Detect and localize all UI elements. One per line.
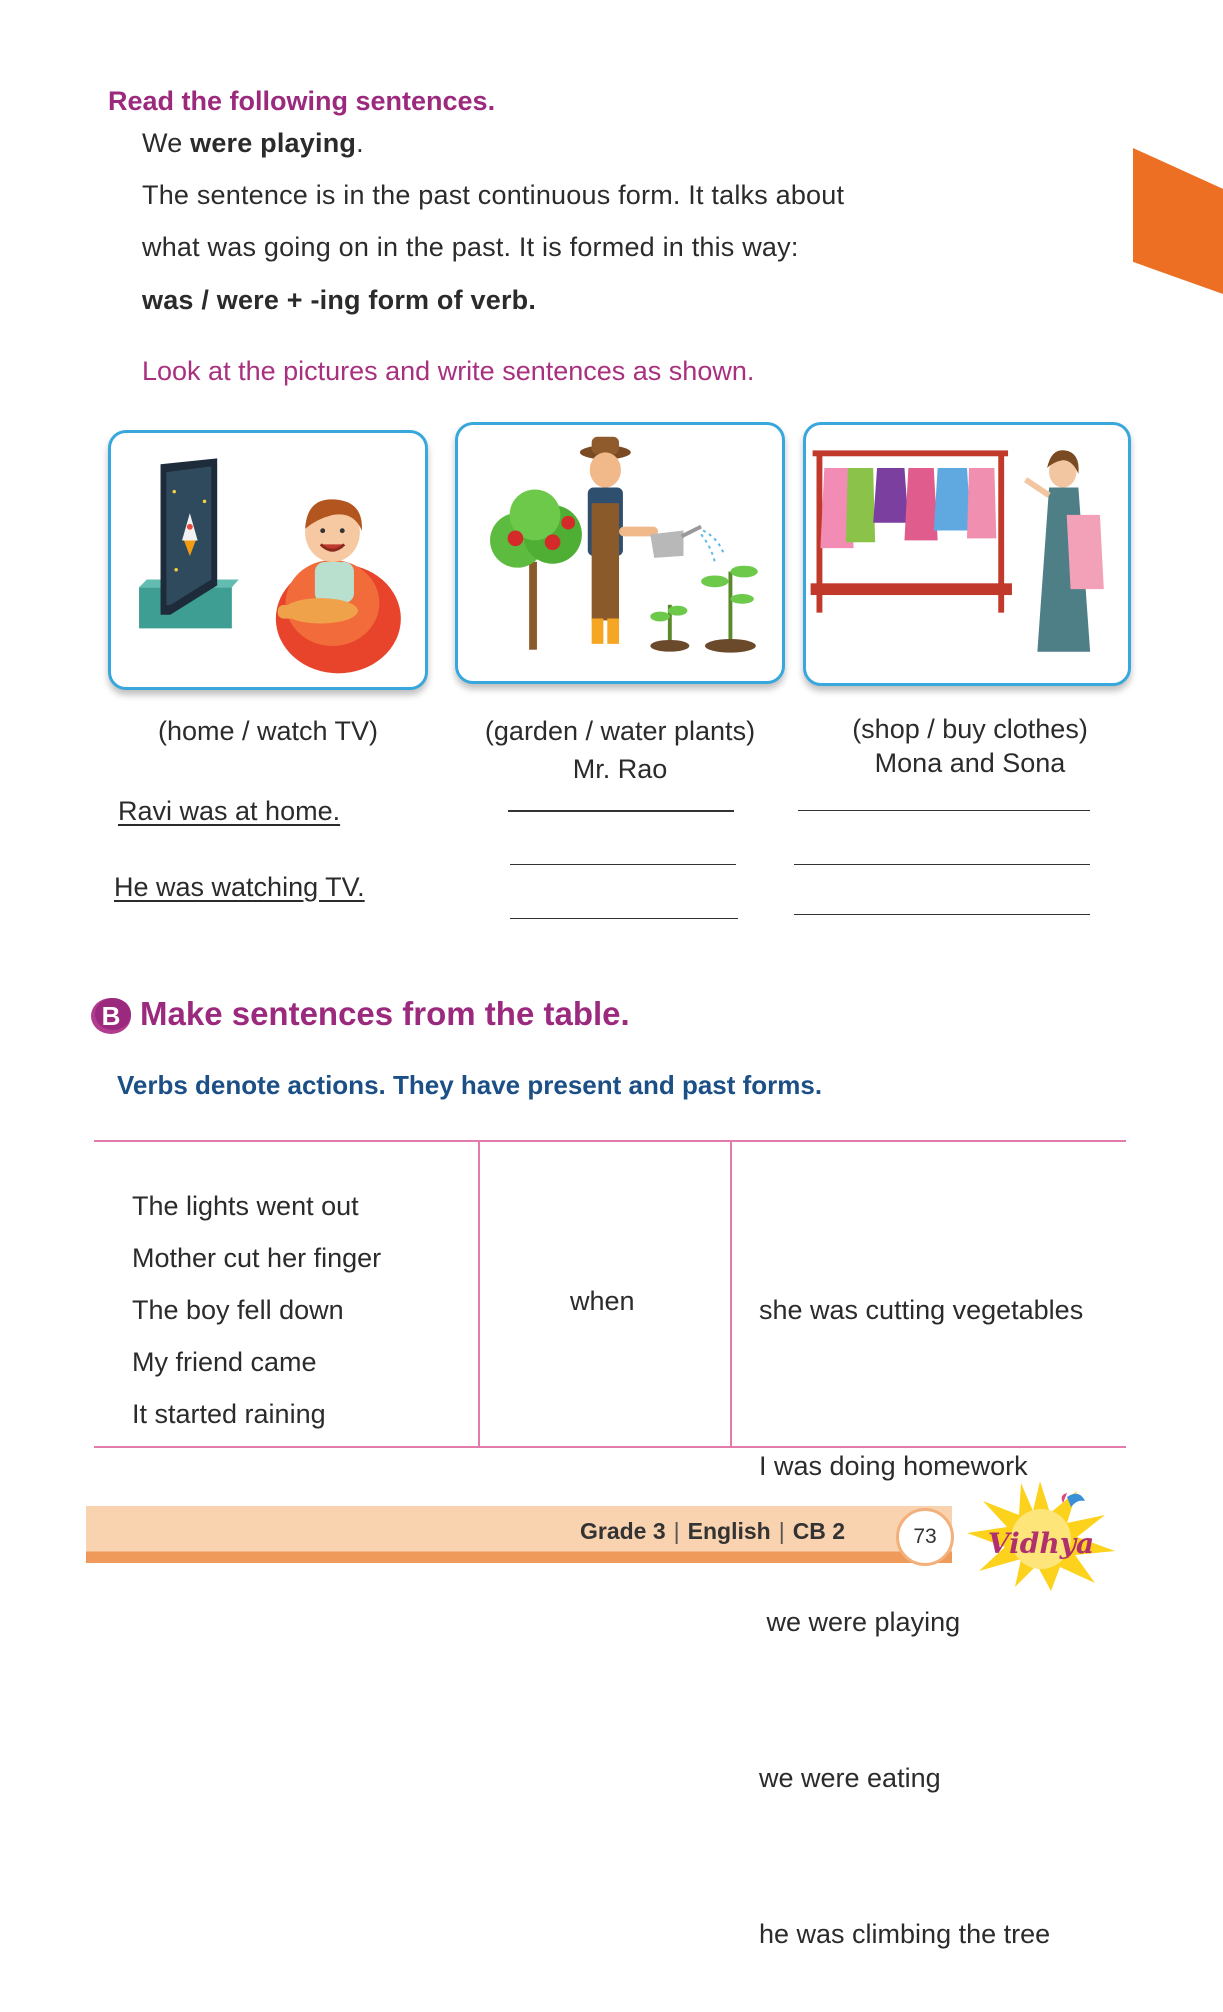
table-top-border	[94, 1140, 1126, 1142]
section-b-heading: Make sentences from the table.	[140, 995, 630, 1032]
table-right-item: he was climbing the tree	[759, 1919, 1051, 1949]
description-line-1: The sentence is in the past continuous form. It talks about	[142, 180, 845, 210]
table-left-item: The boy fell down	[132, 1295, 344, 1325]
table-left-item: My friend came	[132, 1347, 317, 1377]
picture-2-prompt: (garden / water plants)	[484, 716, 756, 746]
table-connector-word: when	[570, 1286, 635, 1316]
section-b-badge-letter: B	[101, 1001, 121, 1031]
answer-blank-2c[interactable]	[510, 918, 738, 919]
formula-rule: was / were + -ing form of verb.	[142, 285, 537, 315]
description-line-2: what was going on in the past. It is formed in this way:	[142, 232, 799, 262]
footer-subject: English	[687, 1518, 771, 1544]
page-number: 73	[896, 1508, 954, 1566]
vidhya-logo	[955, 1475, 1125, 1593]
example-prefix: We	[142, 128, 191, 158]
example-bold: were playing	[190, 128, 357, 158]
picture-3-subject: Mona and Sona	[874, 748, 1066, 778]
answer-blank-2a[interactable]	[508, 810, 734, 812]
picture-water-plants	[455, 422, 785, 684]
table-left-item: The lights went out	[132, 1191, 359, 1221]
example-answer-2: He was watching TV.	[114, 872, 365, 902]
picture-buy-clothes	[803, 422, 1131, 686]
table-right-item: we were playing	[759, 1607, 961, 1637]
footer-info: Grade 3 | English | CB 2	[580, 1518, 846, 1544]
section-a-heading: Read the following sentences.	[108, 86, 496, 116]
table-left-item: Mother cut her finger	[132, 1243, 382, 1273]
answer-blank-3c[interactable]	[794, 914, 1090, 915]
table-right-item: I was doing homework	[759, 1451, 1028, 1481]
orange-page-tab	[1133, 148, 1223, 294]
picture-3-prompt: (shop / buy clothes)	[852, 714, 1088, 744]
vidhya-logo-text: Vidhya	[987, 1527, 1095, 1560]
picture-2-caption	[440, 712, 800, 788]
example-answer-1: Ravi was at home.	[118, 796, 341, 826]
clothes-rack-illustration	[806, 425, 1128, 683]
answer-blank-2b[interactable]	[510, 864, 736, 865]
man-watering-plants-illustration	[458, 425, 782, 681]
answer-blank-3a[interactable]	[798, 810, 1090, 811]
table-divider-1	[478, 1140, 480, 1446]
verbs-note: Verbs denote actions. They have present and past forms.	[117, 1070, 823, 1100]
picture-3-caption	[800, 712, 1140, 780]
picture-1-prompt: (home / watch TV)	[157, 716, 379, 746]
example-suffix: .	[356, 128, 364, 158]
boy-watching-tv-illustration	[111, 433, 425, 687]
table-right-column	[759, 1180, 1083, 2012]
example-sentence	[142, 128, 364, 159]
table-right-item: she was cutting vegetables	[759, 1295, 1084, 1325]
section-b-badge-icon	[89, 994, 133, 1036]
table-divider-2	[730, 1140, 732, 1446]
picture-instruction: Look at the pictures and write sentences as shown.	[142, 356, 755, 386]
table-right-item: we were eating	[759, 1763, 941, 1793]
footer-book: CB 2	[792, 1518, 846, 1544]
table-left-item: It started raining	[132, 1399, 326, 1429]
picture-2-subject: Mr. Rao	[572, 754, 668, 784]
answer-blank-3b[interactable]	[794, 864, 1090, 865]
picture-watch-tv	[108, 430, 428, 690]
picture-1-caption	[108, 712, 428, 750]
table-left-column	[132, 1180, 381, 1440]
footer-grade: Grade 3	[580, 1518, 666, 1544]
